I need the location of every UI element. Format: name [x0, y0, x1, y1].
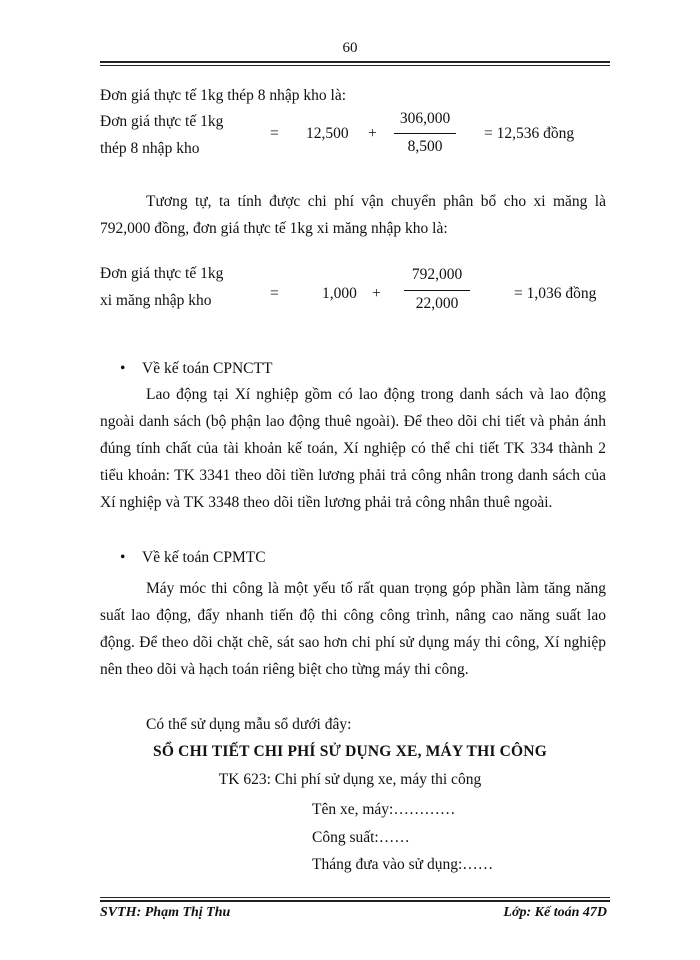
header-rule-thin: [100, 65, 610, 66]
footer-rule-thin: [100, 897, 610, 898]
section-heading-cpnctt: Về kế toán CPNCTT: [142, 360, 273, 377]
form-title: SỔ CHI TIẾT CHI PHÍ SỬ DỤNG XE, MÁY THI CÔNG: [153, 743, 547, 760]
page-number: 60: [342, 40, 358, 56]
formula-label-line2: thép 8 nhập kho: [100, 140, 200, 157]
formula-label-line1: Đơn giá thực tế 1kg: [100, 265, 224, 282]
intro-line: Đơn giá thực tế 1kg thép 8 nhập kho là:: [100, 87, 347, 104]
footer-author: SVTH: Phạm Thị Thu: [100, 905, 231, 920]
form-subtitle: TK 623: Chi phí sử dụng xe, máy thi công: [218, 771, 482, 788]
footer-class: Lớp: Kế toán 47D: [503, 905, 607, 920]
formula-result: = 1,036 đồng: [514, 285, 597, 302]
header-rule: [100, 61, 610, 63]
formula-base: 12,500: [306, 125, 349, 142]
fraction-bar: [404, 290, 470, 291]
fraction-bar: [394, 133, 456, 134]
formula-plus: +: [372, 285, 381, 302]
paragraph-transport-cost: Tương tự, ta tính được chi phí vận chuyển phân bổ cho xi măng là 792,000 đồng, đơn giá thực tế 1kg xi măng nhập kho là:: [100, 193, 606, 237]
formula-label-line1: Đơn giá thực tế 1kg: [100, 113, 224, 130]
form-intro: Có thể sử dụng mẫu sổ dưới đây:: [146, 716, 352, 733]
formula-numerator: 306,000: [399, 110, 451, 127]
section-body-cpnctt: Lao động tại Xí nghiệp gồm có lao động trong danh sách và lao động ngoài danh sách (bộ phận lao động thuê ngoài). Để theo dõi chi tiết và phản ánh đúng tính chất của tài khoản kế toán, Xí nghiệp có thể chi tiết TK 334 thành 2 tiểu khoản: TK 3341 theo dõi tiền lương phải trả công nhân trong danh sách của Xí nghiệp và TK 3348 theo dõi tiền lương phải trả công nhân thuê ngoài.: [100, 386, 606, 511]
bullet-icon: •: [120, 549, 126, 566]
formula-base: 1,000: [322, 285, 357, 302]
formula-denominator: 8,500: [407, 138, 443, 155]
formula-label-line2: xi măng nhập kho: [100, 292, 212, 309]
formula-numerator: 792,000: [411, 266, 463, 283]
form-field-vehicle-name: Tên xe, máy:…………: [312, 801, 456, 818]
section-body-cpmtc: Máy móc thi công là một yếu tố rất quan trọng góp phần làm tăng năng suất lao động, đẩy nhanh tiến độ thi công công trình, nâng cao năng suất lao động. Để theo dõi chặt chẽ, sát sao hơn chi phí sử dụng máy thi công, Xí nghiệp nên theo dõi và hạch toán riêng biệt cho từng máy thi công.: [100, 580, 606, 678]
formula-equals: =: [270, 125, 279, 142]
formula-result: = 12,536 đồng: [484, 125, 575, 142]
form-field-capacity: Công suất:……: [312, 829, 410, 846]
footer-rule: [100, 900, 610, 902]
bullet-icon: •: [120, 360, 126, 377]
formula-denominator: 22,000: [415, 295, 459, 312]
formula-plus: +: [368, 125, 377, 142]
form-field-start-month: Tháng đưa vào sử dụng:……: [312, 856, 494, 873]
formula-equals: =: [270, 285, 279, 302]
section-heading-cpmtc: Về kế toán CPMTC: [142, 549, 266, 566]
